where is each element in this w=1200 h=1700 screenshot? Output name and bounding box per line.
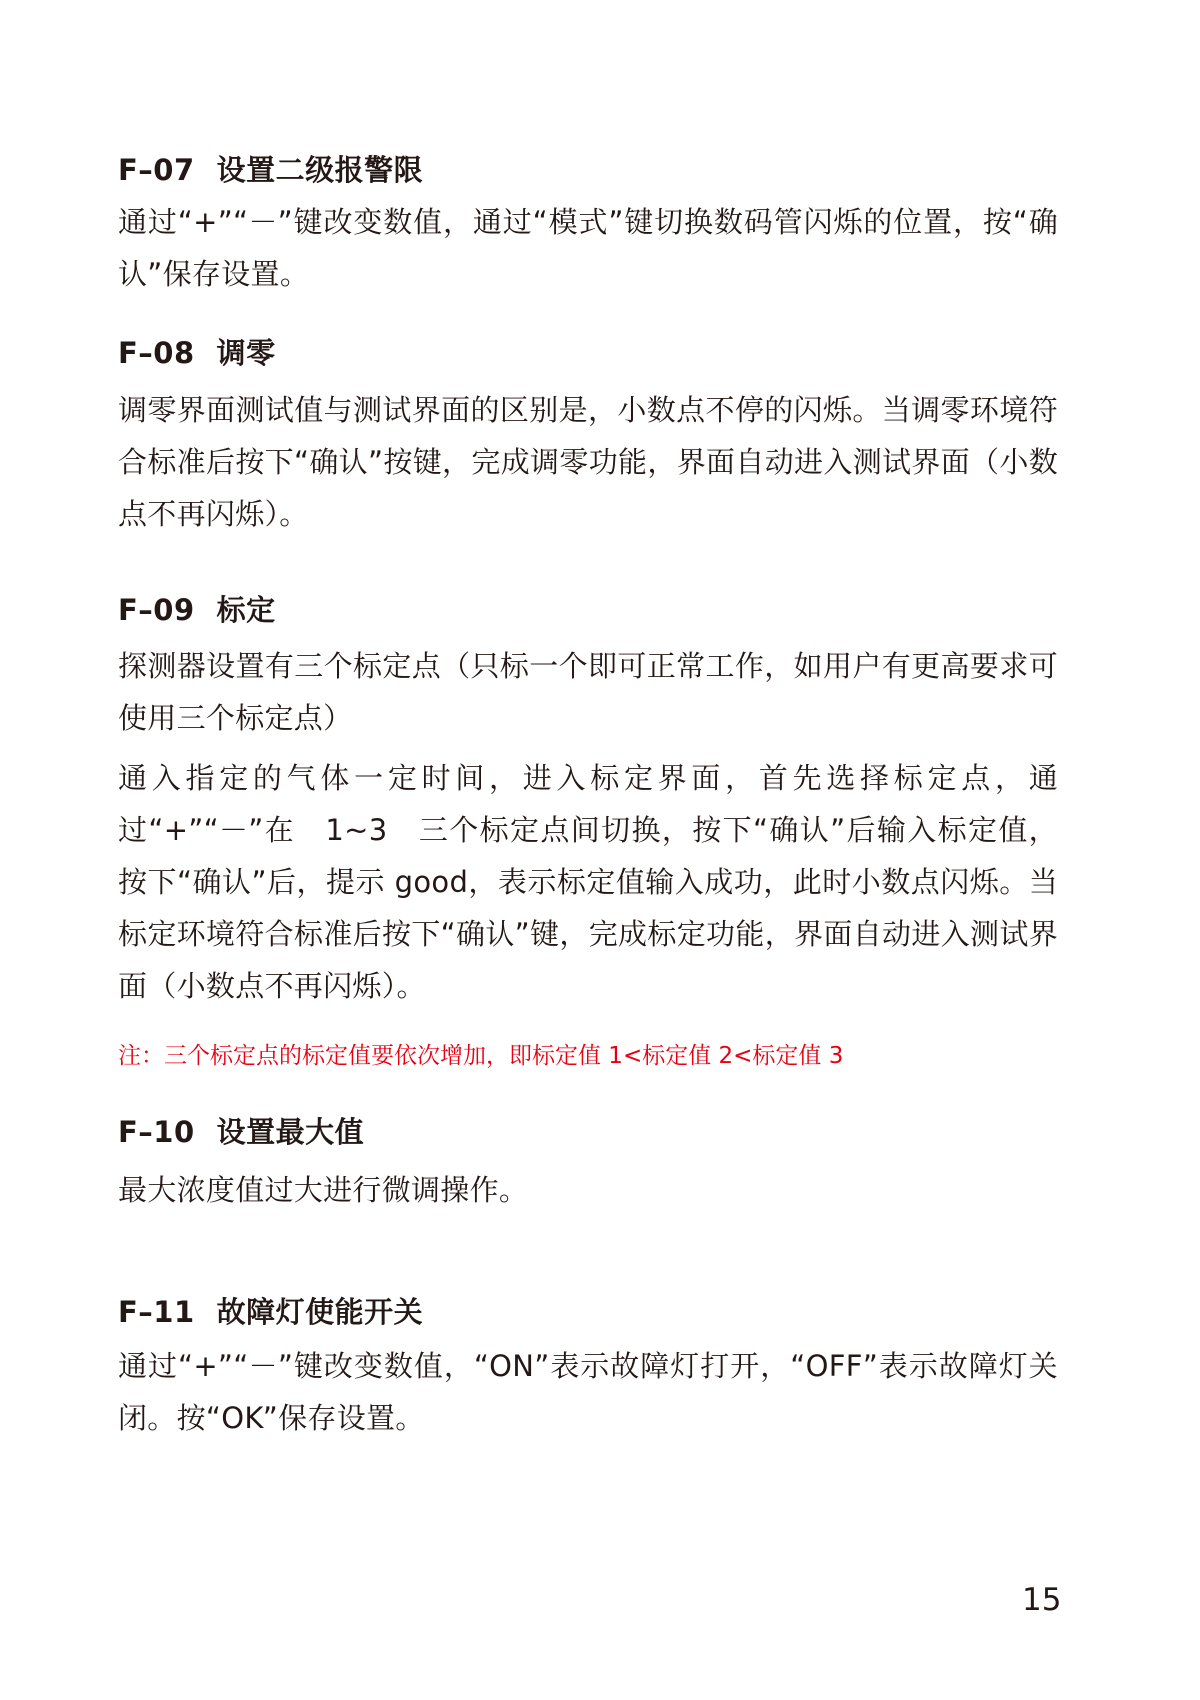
section-f09-paragraph-1: 探测器设置有三个标定点（只标一个即可正常工作，如用户有更高要求可使用三个标定点）: [118, 649, 1058, 735]
calibration-note: 注：三个标定点的标定值要依次增加，即标定值 1<标定值 2<标定值 3: [118, 1043, 844, 1069]
page-number: 15: [1022, 1582, 1062, 1618]
section-heading-f07: [118, 150, 423, 190]
section-code: F–11: [118, 1295, 195, 1329]
section-f09-paragraph-2: 通入指定的气体一定时间，进入标定界面，首先选择标定点，通过“+”“－”在 1~3 三个标定点间切换，按下“确认”后输入标定值，按下“确认”后，提示 good，表示标定值输入成功，此时小数点闪烁。当标定环境符合标准后按下“确认”键，完成标定功能，界面自动进入测试界面（小数点不再闪烁）。: [118, 761, 1058, 1003]
section-f07-paragraph-1: 通过“+”“－”键改变数值，通过“模式”键切换数码管闪烁的位置，按“确认”保存设置。: [118, 205, 1058, 291]
section-heading-f09: [118, 590, 276, 630]
section-heading-f11: [118, 1292, 423, 1332]
section-title: 故障灯使能开关: [216, 1295, 424, 1329]
section-title: 设置最大值: [216, 1115, 365, 1149]
section-code: F–07: [118, 153, 195, 187]
section-heading-f10: [118, 1112, 364, 1152]
section-title: 标定: [216, 593, 276, 627]
section-code: F–09: [118, 593, 195, 627]
section-f10-paragraph-1: 最大浓度值过大进行微调操作。: [118, 1173, 529, 1207]
section-f08-paragraph-1: 调零界面测试值与测试界面的区别是，小数点不停的闪烁。当调零环境符合标准后按下“确认”按键，完成调零功能，界面自动进入测试界面（小数点不再闪烁）。: [118, 393, 1058, 531]
section-code: F–10: [118, 1115, 195, 1149]
section-title: 调零: [216, 336, 276, 370]
section-f11-paragraph-1: 通过“+”“－”键改变数值，“ON”表示故障灯打开，“OFF”表示故障灯关闭。按“OK”保存设置。: [118, 1349, 1058, 1435]
section-heading-f08: [118, 333, 276, 373]
section-code: F–08: [118, 336, 195, 370]
section-title: 设置二级报警限: [216, 153, 424, 187]
